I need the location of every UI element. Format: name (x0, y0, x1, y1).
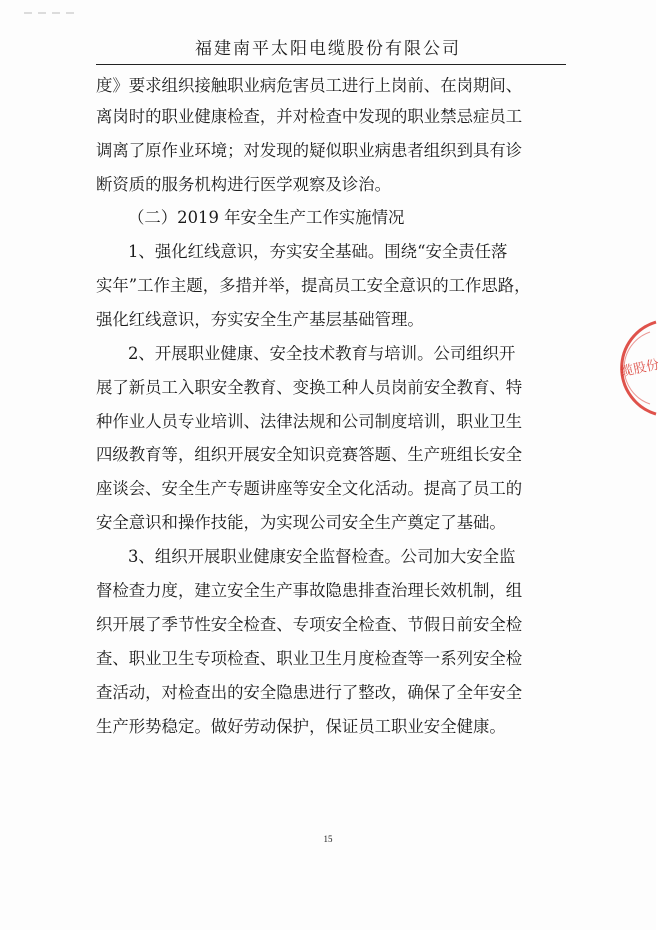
body-line: 度》要求组织接触职业病危害员工进行上岗前、在岗期间、 (96, 76, 523, 95)
body-line: 查、职业卫生专项检查、职业卫生月度检查等一系列安全检 (96, 649, 523, 668)
body-line: 安全意识和操作技能，为实现公司安全生产奠定了基础。 (96, 513, 506, 532)
body-line: 查活动，对检查出的安全隐患进行了整改，确保了全年安全 (96, 683, 523, 702)
body-line: 3、组织开展职业健康安全监督检查。公司加大安全监 (128, 547, 516, 566)
page-number: 15 (323, 834, 333, 844)
company-header: 福建南平太阳电缆股份有限公司 (195, 39, 461, 59)
body-line: 调离了原作业环境；对发现的疑似职业病患者组织到具有诊 (96, 141, 523, 160)
section-heading: （二）2019 年安全生产工作实施情况 (128, 208, 405, 227)
body-line: 离岗时的职业健康检查，并对检查中发现的职业禁忌症员工 (96, 107, 523, 126)
body-line: 座谈会、安全生产专题讲座等安全文化活动。提高了员工的 (96, 479, 523, 498)
company-seal-stamp (604, 318, 664, 418)
scan-mark (22, 10, 82, 16)
body-line: 2、开展职业健康、安全技术教育与培训。公司组织开 (128, 344, 516, 363)
body-line: 展了新员工入职安全教育、变换工种人员岗前安全教育、特 (96, 378, 523, 397)
header-rule (96, 64, 566, 65)
body-line: 督检查力度，建立安全生产事故隐患排查治理长效机制，组 (96, 581, 523, 600)
body-line: 四级教育等，组织开展安全知识竞赛答题、生产班组长安全 (96, 445, 523, 464)
body-line: 断资质的服务机构进行医学观察及诊治。 (96, 175, 392, 194)
body-line: 强化红线意识，夯实安全生产基层基础管理。 (96, 310, 424, 329)
body-line: 生产形势稳定。做好劳动保护，保证员工职业安全健康。 (96, 717, 506, 736)
svg-text:缆股份: 缆股份 (619, 357, 661, 381)
body-line: 实年”工作主题，多措并举，提高员工安全意识的工作思路， (96, 276, 531, 295)
body-line: 1、强化红线意识，夯实安全基础。围绕“安全责任落 (128, 242, 508, 261)
body-line: 种作业人员专业培训、法律法规和公司制度培训，职业卫生 (96, 412, 523, 431)
body-line: 织开展了季节性安全检查、专项安全检查、节假日前安全检 (96, 615, 523, 634)
